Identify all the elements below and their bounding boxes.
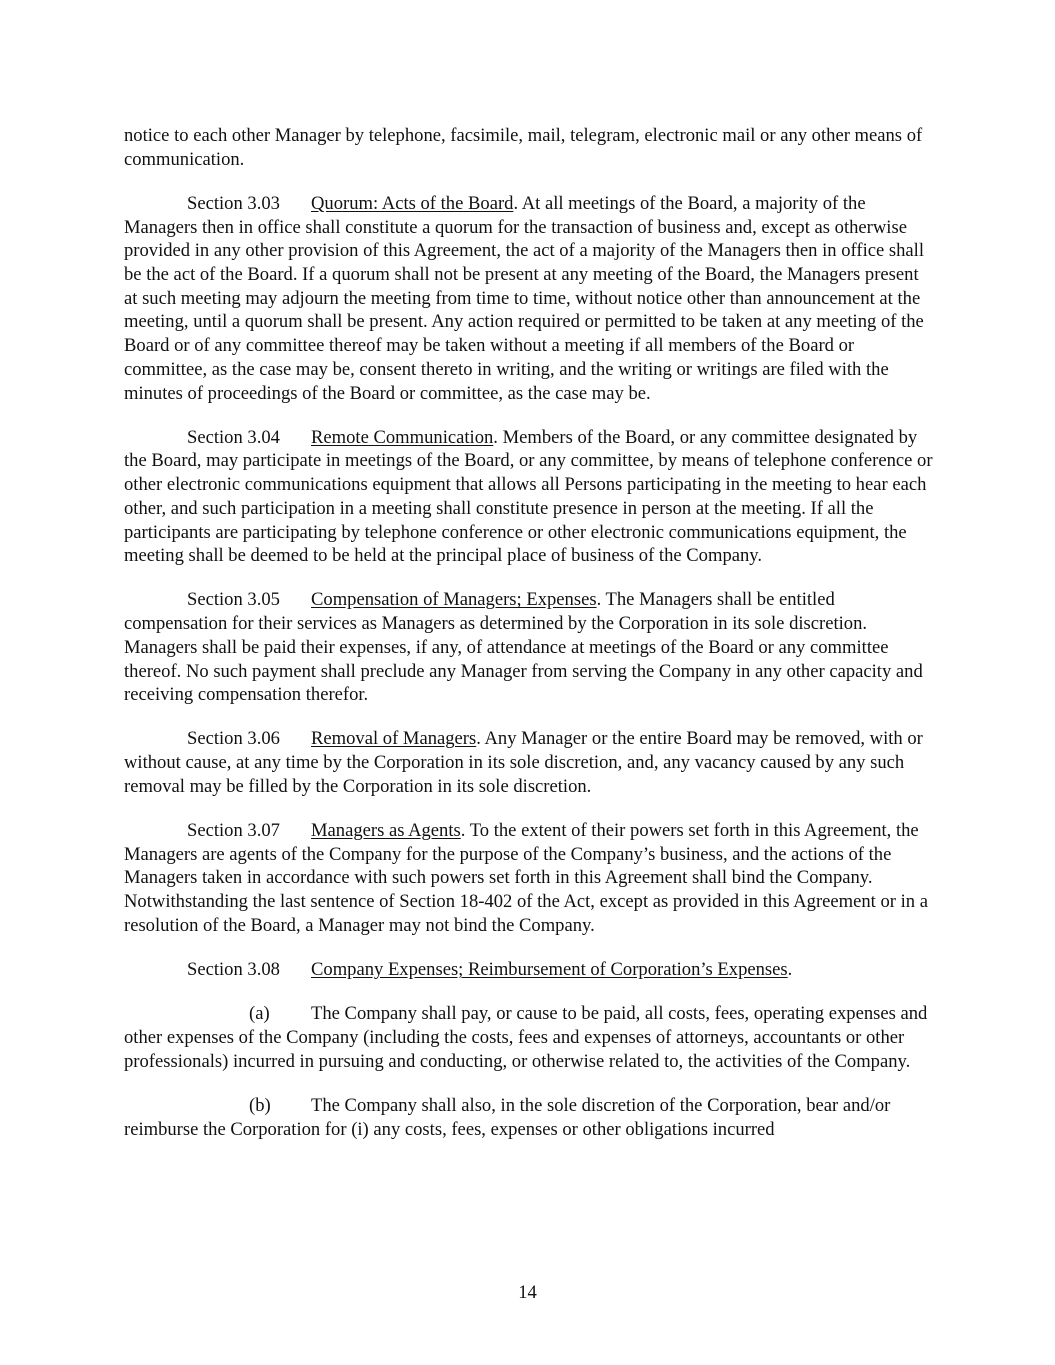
document-page [124,124,936,1162]
section-3-06 [124,727,936,798]
section-heading: Quorum: Acts of the Board [311,192,514,214]
page-number: 14 [518,1282,537,1303]
section-3-07 [124,819,936,938]
section-number: Section 3.03 [187,192,280,214]
section-text: . Members of the Board, or any committee designated by the Board, may participate in meetings of the Board, or any committee, by means of telephone conference or other electronic communications equipment that allows all Persons participating in the meeting to hear each other, and such participation in a meeting shall constitute presence in person at the meeting. If all the participants are participating by telephone conference or other electronic communications equipment, the meeting shall be deemed to be held at the principal place of business of the Company. [124,426,933,567]
section-number: Section 3.07 [187,820,280,842]
section-number: Section 3.04 [187,426,280,448]
section-heading: Removal of Managers [311,728,477,750]
section-number: Section 3.05 [187,589,280,611]
section-3-08-b [124,1094,936,1141]
section-text: . At all meetings of the Board, a majority of the Managers then in office shall constitute a quorum for the transaction of business and, except as otherwise provided in any other provision of this Agreement, the act of a majority of the Managers then in office shall be the act of the Board. If a quorum shall not be present at any meeting of the Board, the Managers present at such meeting may adjourn the meeting from time to time, without notice other than announcement at the meeting, until a quorum shall be present. Any action required or permitted to be taken at any meeting of the Board or of any committee thereof may be taken without a meeting if all members of the Board or committee, as the case may be, consent thereto in writing, and the writing or writings are filed with the minutes of proceedings of the Board or committee, as the case may be. [124,192,925,404]
section-3-08 [124,958,936,982]
subsection-label: (a) [249,1003,270,1025]
section-heading: Managers as Agents [311,820,461,842]
paragraph-continuation [124,124,936,171]
subsection-text: The Company shall also, in the sole discretion of the Corporation, bear and/or reimburse the Corporation for (i) any costs, fees, expenses or other obligations incurred [124,1094,891,1140]
section-text: . To the extent of their powers set forth in this Agreement, the Managers are agents of the Company for the purpose of the Company’s business, and the actions of the Managers taken in accordance with such powers set forth in this Agreement shall bind the Company. Notwithstanding the last sentence of Section 18-402 of the Act, except as provided in this Agreement or in a resolution of the Board, a Manager may not bind the Company. [124,820,928,936]
section-heading: Company Expenses; Reimbursement of Corporation’s Expenses [311,959,788,981]
section-heading: Compensation of Managers; Expenses [311,589,597,611]
section-3-04 [124,426,936,568]
section-text: . [787,959,793,981]
section-heading: Remote Communication [311,426,494,448]
paragraph-text: notice to each other Manager by telephone, facsimile, mail, telegram, electronic mail or any other means of communication. [124,125,923,170]
subsection-label: (b) [249,1094,271,1116]
section-3-03 [124,192,936,405]
section-number: Section 3.08 [187,959,280,981]
section-text: . The Managers shall be entitled compensation for their services as Managers as determined by the Corporation in its sole discretion. Managers shall be paid their expenses, if any, of attendance at meetings of the Board or any committee thereof. No such payment shall preclude any Manager from serving the Company in any other capacity and receiving compensation therefor. [124,589,923,706]
section-text: . Any Manager or the entire Board may be removed, with or without cause, at any time by the Corporation in its sole discretion, and, any vacancy caused by any such removal may be filled by the Corporation in its sole discretion. [124,728,923,797]
section-3-08-a [124,1002,936,1073]
subsection-text: The Company shall pay, or cause to be paid, all costs, fees, operating expenses and other expenses of the Company (including the costs, fees and expenses of attorneys, accountants or other professionals) incurred in pursuing and conducting, or otherwise related to, the activities of the Company. [124,1003,928,1072]
section-3-05 [124,588,936,707]
section-number: Section 3.06 [187,728,280,750]
